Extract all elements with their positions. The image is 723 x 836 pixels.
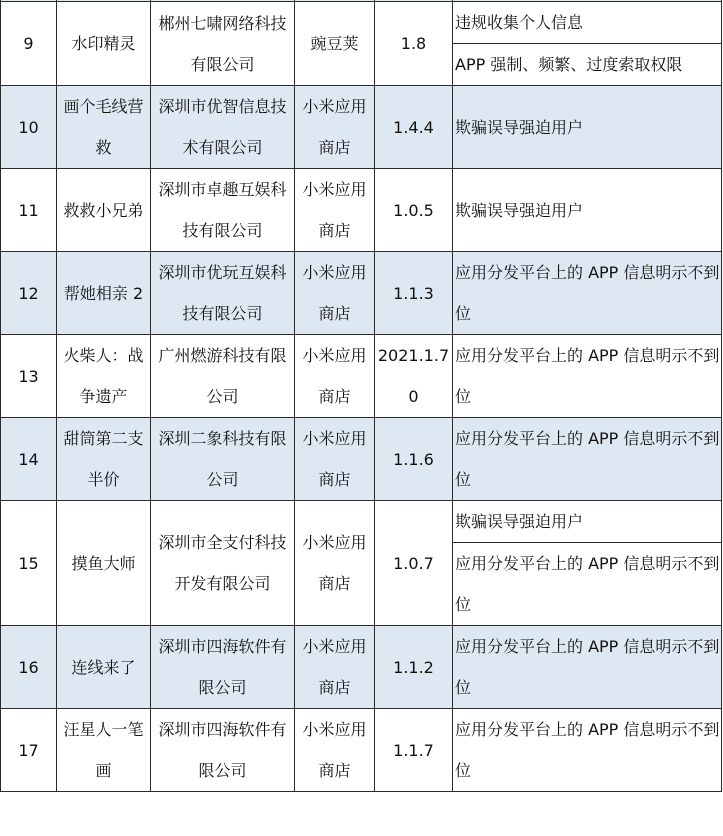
app-name: 帮她相亲 2 <box>57 252 151 335</box>
row-number: 12 <box>1 252 57 335</box>
platform-name: 小米应用商店 <box>295 501 375 626</box>
issue: 应用分发平台上的 APP 信息明示不到位 <box>453 709 722 792</box>
platform-name: 小米应用商店 <box>295 169 375 252</box>
issue: 应用分发平台上的 APP 信息明示不到位 <box>453 626 722 709</box>
issue: 违规收集个人信息 <box>453 2 722 44</box>
table-row <box>1 418 722 501</box>
app-name: 救救小兄弟 <box>57 169 151 252</box>
company-name: 深圳二象科技有限公司 <box>151 418 295 501</box>
platform-name: 小米应用商店 <box>295 252 375 335</box>
company-name: 深圳市优智信息技术有限公司 <box>151 86 295 169</box>
app-name: 甜筒第二支半价 <box>57 418 151 501</box>
table-row <box>1 501 722 543</box>
app-name: 摸鱼大师 <box>57 501 151 626</box>
row-number: 9 <box>1 2 57 86</box>
version: 1.1.2 <box>375 626 453 709</box>
version: 1.4.4 <box>375 86 453 169</box>
row-number: 10 <box>1 86 57 169</box>
version: 1.1.6 <box>375 418 453 501</box>
issue: 欺骗误导强迫用户 <box>453 169 722 252</box>
version: 1.0.7 <box>375 501 453 626</box>
row-number: 16 <box>1 626 57 709</box>
version: 1.1.7 <box>375 709 453 792</box>
platform-name: 豌豆荚 <box>295 2 375 86</box>
platform-name: 小米应用商店 <box>295 626 375 709</box>
app-name: 汪星人一笔画 <box>57 709 151 792</box>
company-name: 深圳市优玩互娱科技有限公司 <box>151 252 295 335</box>
table-row <box>1 626 722 709</box>
app-name: 火柴人：战争遗产 <box>57 335 151 418</box>
table-row <box>1 2 722 44</box>
issue: 欺骗误导强迫用户 <box>453 86 722 169</box>
issue: 应用分发平台上的 APP 信息明示不到位 <box>453 418 722 501</box>
row-number: 17 <box>1 709 57 792</box>
company-name: 深圳市四海软件有限公司 <box>151 626 295 709</box>
table-row <box>1 86 722 169</box>
row-number: 14 <box>1 418 57 501</box>
table-row <box>1 709 722 792</box>
issue: 应用分发平台上的 APP 信息明示不到位 <box>453 335 722 418</box>
company-name: 广州燃游科技有限公司 <box>151 335 295 418</box>
app-name: 画个毛线营救 <box>57 86 151 169</box>
company-name: 郴州七啸网络科技有限公司 <box>151 2 295 86</box>
company-name: 深圳市全支付科技开发有限公司 <box>151 501 295 626</box>
platform-name: 小米应用商店 <box>295 86 375 169</box>
table-row <box>1 169 722 252</box>
version: 1.1.3 <box>375 252 453 335</box>
version: 2021.1.70 <box>375 335 453 418</box>
table-row <box>1 252 722 335</box>
issue: APP 强制、频繁、过度索取权限 <box>453 44 722 86</box>
platform-name: 小米应用商店 <box>295 418 375 501</box>
company-name: 深圳市四海软件有限公司 <box>151 709 295 792</box>
version: 1.0.5 <box>375 169 453 252</box>
version: 1.8 <box>375 2 453 86</box>
row-number: 13 <box>1 335 57 418</box>
platform-name: 小米应用商店 <box>295 709 375 792</box>
app-name: 连线来了 <box>57 626 151 709</box>
issue: 欺骗误导强迫用户 <box>453 501 722 543</box>
table-row <box>1 335 722 418</box>
company-name: 深圳市卓趣互娱科技有限公司 <box>151 169 295 252</box>
row-number: 15 <box>1 501 57 626</box>
platform-name: 小米应用商店 <box>295 335 375 418</box>
row-number: 11 <box>1 169 57 252</box>
app-name: 水印精灵 <box>57 2 151 86</box>
issue: 应用分发平台上的 APP 信息明示不到位 <box>453 252 722 335</box>
issue: 应用分发平台上的 APP 信息明示不到位 <box>453 543 722 626</box>
